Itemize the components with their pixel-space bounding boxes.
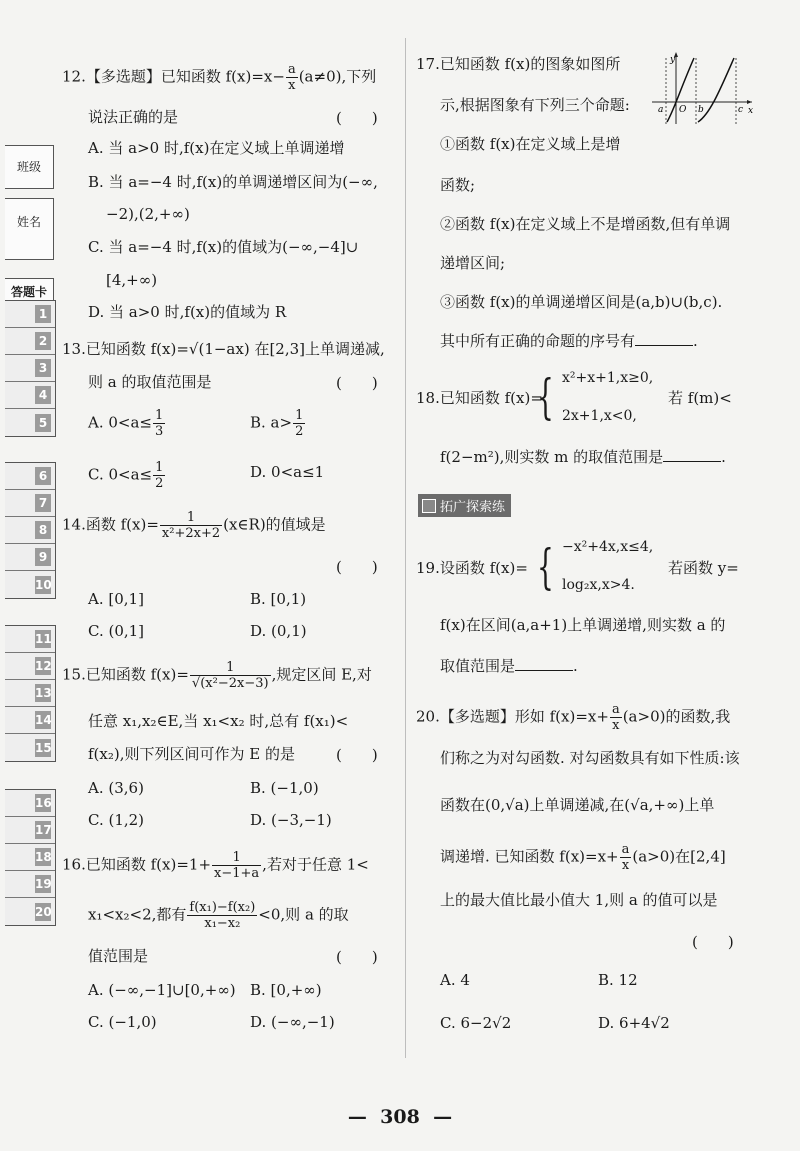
q13-option-a: A. 0<a≤ $\frac{1}{3}$ <box>88 408 164 439</box>
answer-slot: 6 <box>5 463 55 490</box>
q13-stem-line2: 则 a 的取值范围是 <box>88 373 212 391</box>
q12-stem: 12.【多选题】已知函数 f(x)=x− $\frac{a}{x}$ (a≠0),下列 <box>62 62 377 93</box>
q20-stem-line4: 调递增. 已知函数 f(x)=x+ $\frac{a}{x}$ (a>0)在[2,4] <box>440 842 726 873</box>
q20-stem-line5: 上的最大值比最小值大 1,则 a 的值可以是 <box>440 891 718 909</box>
q16-stem: 16.已知函数 f(x)=1+ $\frac{1}{x-1+a}$ ,若对于任意 1< <box>62 850 369 881</box>
q18-case2: 2x+1,x<0, <box>562 408 637 424</box>
answer-card-header <box>5 278 54 301</box>
q15-stem-line2: 任意 x₁,x₂∈E,当 x₁<x₂ 时,总有 f(x₁)< <box>88 712 349 730</box>
q13-answer-paren: ( ) <box>336 374 378 392</box>
q19-case2: log₂x,x>4. <box>562 577 635 593</box>
answer-slot: 20 <box>35 904 52 919</box>
name-box <box>5 198 54 260</box>
q16-stem-line2: x₁<x₂<2,都有 $\frac{\text{f(x₁)−f(x₂)}}{\text{x₁−x₂}}$ <0,则 a 的取 <box>88 900 349 931</box>
q17-stem: 17.已知函数 f(x)的图象如图所 <box>416 55 621 73</box>
answer-slot: 10 <box>35 577 52 592</box>
q20-answer-paren: ( ) <box>692 933 734 951</box>
q17-function-graph <box>652 50 756 126</box>
q12-option-c: C. 当 a=−4 时,f(x)的值域为(−∞,−4]∪ <box>88 238 359 256</box>
answer-group-16-20 <box>5 789 56 926</box>
answer-slot: 13 <box>5 680 55 707</box>
q16-option-d: D. (−∞,−1) <box>250 1013 335 1031</box>
answer-slot: 11 <box>5 626 55 653</box>
q15-option-b: B. (−1,0) <box>250 779 319 797</box>
graph-a-label: a <box>658 105 664 115</box>
answer-slot: 15 <box>35 740 52 755</box>
q16-option-c: C. (−1,0) <box>88 1013 157 1031</box>
q12-option-b: B. 当 a=−4 时,f(x)的单调递增区间为(−∞, <box>88 173 378 191</box>
q12-option-b-cont: −2),(2,+∞) <box>106 205 190 223</box>
graph-origin-label: O <box>679 105 687 115</box>
q13-stem: 13.已知函数 f(x)=√(1−ax) 在[2,3]上单调递减, <box>62 340 385 358</box>
q19-stem: 19.设函数 f(x)= <box>416 559 528 577</box>
q16-option-b: B. [0,+∞) <box>250 981 322 999</box>
q16-stem-line3: 值范围是 <box>88 947 149 965</box>
answer-group-6-10 <box>5 462 56 599</box>
answer-slot: 5 <box>5 409 55 436</box>
q18-answer-blank[interactable] <box>663 447 721 462</box>
answer-slot: 4 <box>5 382 55 409</box>
q15-answer-paren: ( ) <box>336 746 378 764</box>
graph-c-label: c <box>738 105 744 115</box>
q20-stem-line3: 函数在(0,√a)上单调递减,在(√a,+∞)上单 <box>440 796 715 814</box>
answer-slot: 16 <box>5 790 55 817</box>
q17-stem-line2: 示,根据图象有下列三个命题: <box>440 96 630 114</box>
page-number: — 308 — <box>347 1106 453 1128</box>
q18-stem-tail: 若 f(m)< <box>668 389 732 407</box>
q20-stem-line2: 们称之为对勾函数. 对勾函数具有如下性质:该 <box>440 749 740 767</box>
answer-slot: 8 <box>5 517 55 544</box>
class-label: 班级 <box>16 160 41 174</box>
answer-slot: 14 <box>5 707 55 734</box>
q20-option-d: D. 6+4√2 <box>598 1014 670 1032</box>
q17-stmt3: ③函数 f(x)的单调递增区间是(a,b)∪(b,c). <box>440 293 723 311</box>
section-icon <box>422 499 436 513</box>
q18-stem-line2: f(2−m²),则实数 m 的取值范围是 . <box>440 448 726 466</box>
q15-stem-line3: f(x₂),则下列区间可作为 E 的是 <box>88 745 295 763</box>
q14-answer-paren: ( ) <box>336 558 378 576</box>
q16-answer-paren: ( ) <box>336 948 378 966</box>
answer-slot: 9 <box>5 544 55 571</box>
q19-answer-blank[interactable] <box>515 656 573 671</box>
answer-group-11-15 <box>5 625 56 762</box>
q12-stem-line2: 说法正确的是 <box>88 108 179 126</box>
answer-slot: 12 <box>5 653 55 680</box>
q12-answer-paren: ( ) <box>336 109 378 127</box>
q17-stmt1-cont: 函数; <box>440 176 476 194</box>
q13-option-d: D. 0<a≤1 <box>250 463 325 481</box>
answer-slot: 7 <box>5 490 55 517</box>
graph-y-label: y <box>670 55 676 65</box>
q14-option-d: D. (0,1) <box>250 622 307 640</box>
name-label: 姓名 <box>16 215 41 229</box>
answer-slot: 19 <box>5 871 55 898</box>
q14-option-b: B. [0,1) <box>250 590 307 608</box>
section-title: 拓广探索练 <box>440 500 506 515</box>
q17-answer-blank[interactable] <box>635 331 693 346</box>
q13-option-b: B. a> $\frac{1}{2}$ <box>250 408 304 439</box>
q17-question: 其中所有正确的命题的序号有 . <box>440 332 698 350</box>
q17-stmt2: ②函数 f(x)在定义域上不是增函数,但有单调 <box>440 215 731 233</box>
answer-group-1-5 <box>5 300 56 437</box>
q20-stem: 20.【多选题】形如 f(x)=x+ $\frac{a}{x}$ (a>0)的函数,我 <box>416 702 731 733</box>
q19-stem-line3: 取值范围是 . <box>440 657 578 675</box>
q20-option-c: C. 6−2√2 <box>440 1014 512 1032</box>
q19-brace: { <box>537 539 554 595</box>
q18-stem: 18.已知函数 f(x)= <box>416 389 543 407</box>
answer-slot: 17 <box>5 817 55 844</box>
q15-option-c: C. (1,2) <box>88 811 145 829</box>
q19-stem-line2: f(x)在区间(a,a+1)上单调递增,则实数 a 的 <box>440 616 726 634</box>
q12-fraction: $\frac{a}{x}$ <box>287 62 296 93</box>
q15-option-a: A. (3,6) <box>88 779 144 797</box>
q17-stmt2-cont: 递增区间; <box>440 254 506 272</box>
answer-slot: 18 <box>5 844 55 871</box>
class-box <box>5 145 54 189</box>
answer-slot: 2 <box>5 328 55 355</box>
q13-option-c: C. 0<a≤ $\frac{1}{2}$ <box>88 460 164 491</box>
q12-option-a: A. 当 a>0 时,f(x)在定义域上单调递增 <box>88 139 345 157</box>
section-badge <box>418 494 511 517</box>
graph-x-label: x <box>748 106 754 116</box>
q12-option-d: D. 当 a>0 时,f(x)的值域为 R <box>88 303 287 321</box>
answer-slot: 3 <box>5 355 55 382</box>
q18-brace: { <box>537 369 554 425</box>
answer-card-label: 答题卡 <box>10 285 47 299</box>
q15-stem: 15.已知函数 f(x)= $\frac{1}{\text{√(x²−2x−3)}}$ ,规定区间 E,对 <box>62 660 372 691</box>
q14-option-c: C. (0,1] <box>88 622 145 640</box>
q15-option-d: D. (−3,−1) <box>250 811 332 829</box>
q17-stmt1: ①函数 f(x)在定义域上是增 <box>440 135 621 153</box>
q19-stem-tail: 若函数 y= <box>668 559 739 577</box>
q20-option-a: A. 4 <box>440 971 470 989</box>
q14-stem: 14.函数 f(x)= $\frac{1}{\text{x²+2x+2}}$ (x∈R)的值域是 <box>62 510 326 541</box>
q20-option-b: B. 12 <box>598 971 638 989</box>
graph-b-label: b <box>698 105 704 115</box>
q16-option-a: A. (−∞,−1]∪[0,+∞) <box>88 981 236 999</box>
column-divider <box>405 38 406 1058</box>
q12-option-c-cont: [4,+∞) <box>106 271 158 289</box>
q14-option-a: A. [0,1] <box>88 590 144 608</box>
q18-case1: x²+x+1,x≥0, <box>562 370 654 386</box>
answer-slot: 1 <box>5 301 55 328</box>
q19-case1: −x²+4x,x≤4, <box>562 539 654 555</box>
